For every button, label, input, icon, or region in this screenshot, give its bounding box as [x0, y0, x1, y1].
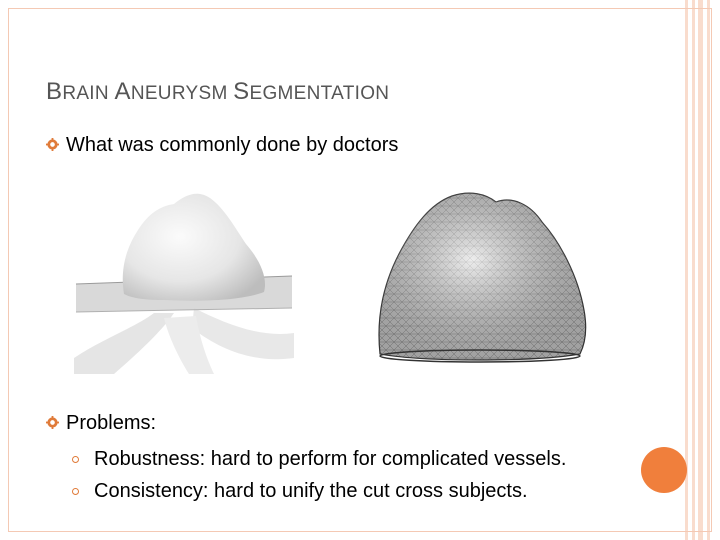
- gear-bullet-icon: [46, 138, 59, 151]
- slide-title: [46, 78, 389, 106]
- title-initial: A: [114, 78, 131, 105]
- sub-bullet-text: Consistency: hard to unify the cut cross subjects.: [94, 480, 528, 502]
- aneurysm-solid-image: [74, 188, 294, 374]
- aneurysm-mesh-image: [374, 186, 590, 376]
- ring-bullet-icon: [72, 456, 79, 463]
- title-word: NEURYSM: [130, 83, 234, 104]
- sub-bullet-text: Robustness: hard to perform for complicated vessels.: [94, 448, 567, 470]
- accent-circle: [641, 447, 687, 493]
- bullet-text: Problems:: [66, 412, 157, 434]
- title-initial: B: [46, 78, 63, 105]
- gear-bullet-icon: [46, 416, 59, 429]
- title-word: RAIN: [62, 83, 115, 104]
- ring-bullet-icon: [72, 488, 79, 495]
- title-word: EGMENTATION: [249, 83, 390, 104]
- title-initial: S: [233, 78, 250, 105]
- bullet-text: What was commonly done by doctors: [66, 134, 399, 156]
